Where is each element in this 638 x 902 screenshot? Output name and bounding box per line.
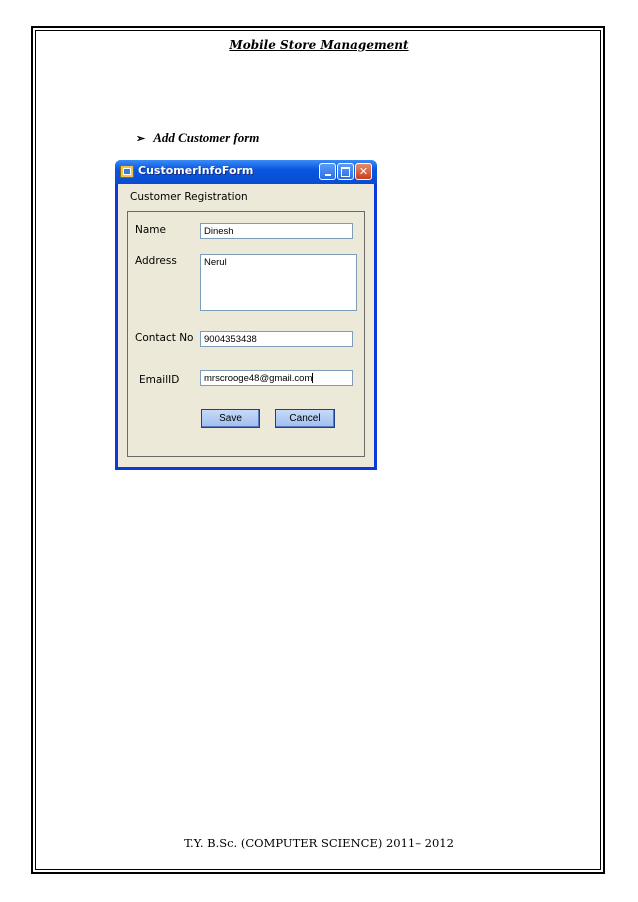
- maximize-icon: [341, 167, 350, 177]
- address-label: Address: [135, 255, 177, 267]
- arrow-bullet-icon: ➢: [136, 133, 146, 145]
- window-client-area: [118, 184, 374, 467]
- name-label: Name: [135, 224, 166, 236]
- window-titlebar[interactable]: [115, 160, 377, 184]
- cancel-button[interactable]: Cancel: [275, 409, 335, 428]
- registration-group-box: [127, 211, 365, 457]
- name-input[interactable]: Dinesh: [200, 223, 353, 239]
- minimize-button[interactable]: [319, 163, 336, 180]
- save-button[interactable]: Save: [201, 409, 260, 428]
- text-cursor: [312, 373, 313, 383]
- minimize-icon: [325, 174, 331, 176]
- address-input[interactable]: Nerul: [200, 254, 357, 311]
- contact-no-label: Contact No: [135, 332, 194, 344]
- document-footer: T.Y. B.Sc. (COMPUTER SCIENCE) 2011– 2012: [184, 836, 454, 850]
- section-heading: [136, 130, 259, 146]
- email-label: EmailID: [139, 374, 180, 386]
- window-title: CustomerInfoForm: [138, 164, 254, 177]
- form-caption: Customer Registration: [130, 191, 248, 203]
- app-icon: [120, 165, 134, 178]
- maximize-button[interactable]: [337, 163, 354, 180]
- contact-no-input[interactable]: 9004353438: [200, 331, 353, 347]
- section-heading-text: Add Customer form: [153, 130, 260, 145]
- close-icon: ✕: [358, 165, 369, 178]
- close-button[interactable]: [355, 163, 372, 180]
- email-input[interactable]: [200, 370, 353, 386]
- document-header-title: Mobile Store Management: [229, 38, 409, 52]
- customer-info-window: [115, 160, 377, 470]
- email-input-value: mrscrooge48@gmail.com: [204, 373, 313, 384]
